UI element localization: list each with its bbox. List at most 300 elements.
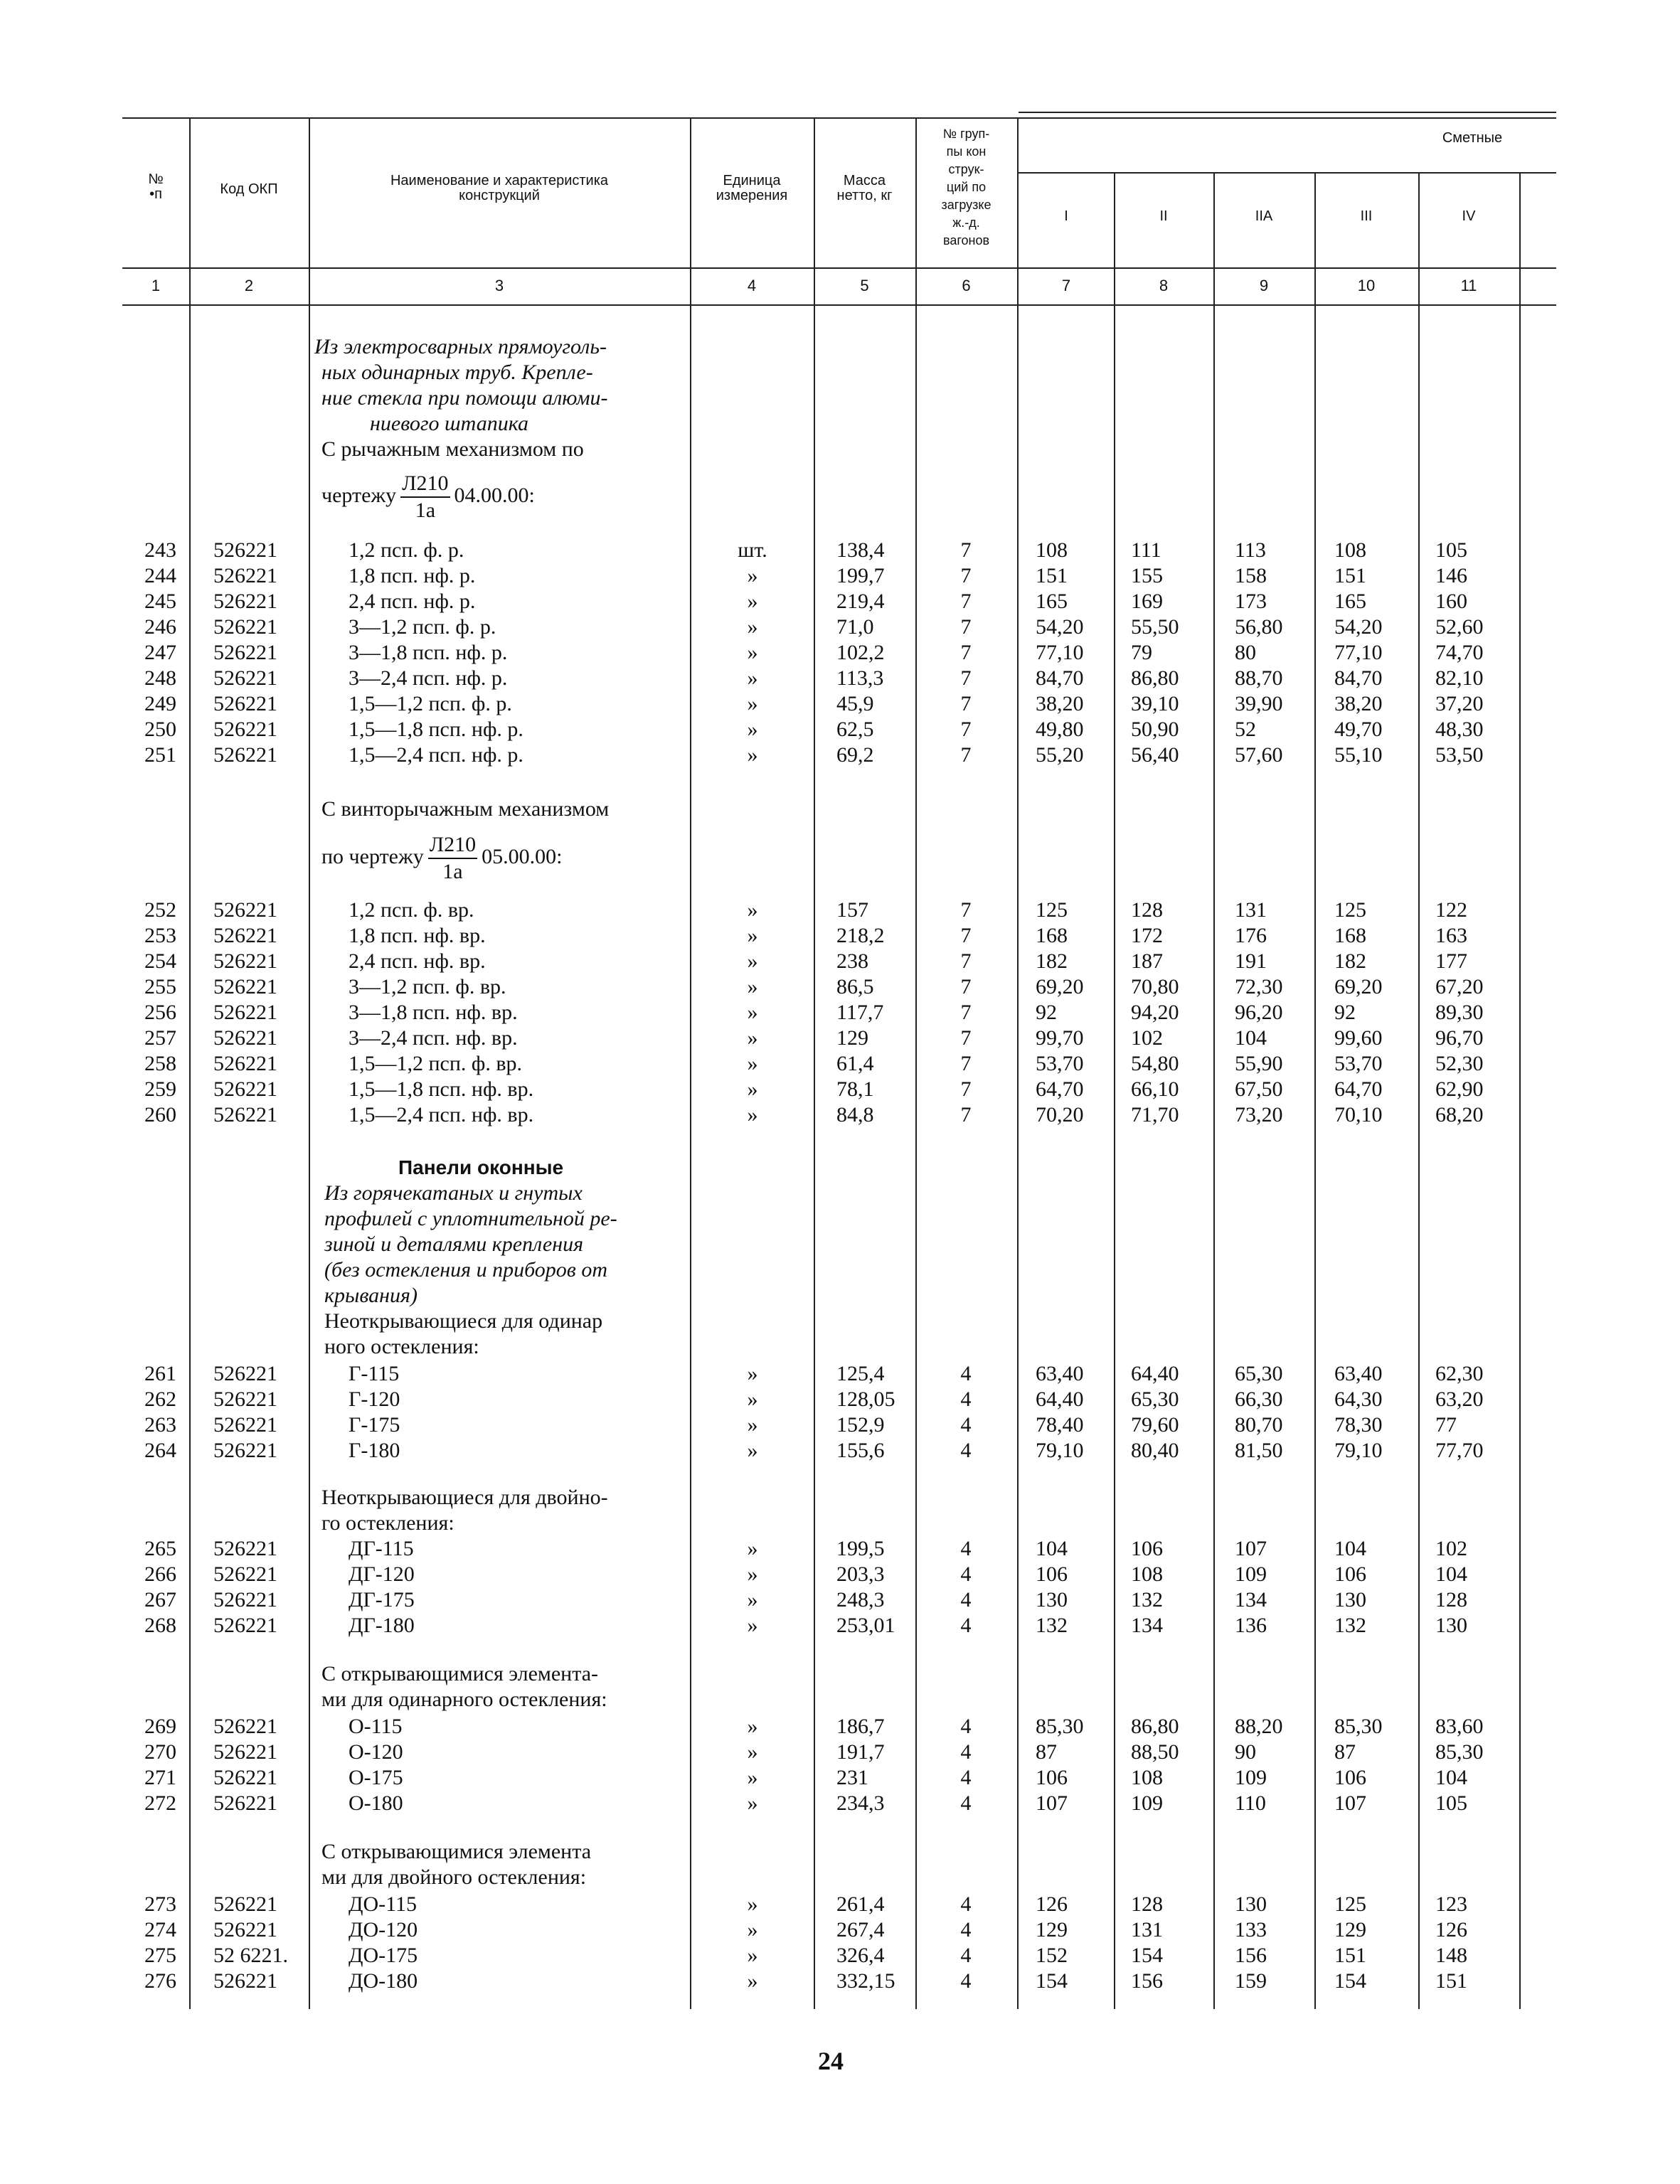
drawing-fraction (428, 832, 477, 885)
price-zone-iia: 134 (1235, 1588, 1267, 1612)
price-zone-i: 38,20 (1036, 692, 1084, 715)
table-row (0, 923, 1680, 949)
section-3-description: крывания) (324, 1284, 418, 1307)
price-zone-iv: 74,70 (1435, 641, 1484, 664)
unit: » (747, 898, 758, 922)
row-number: 258 (144, 1052, 176, 1075)
price-zone-iv: 104 (1435, 1562, 1467, 1586)
price-zone-iv: 67,20 (1435, 975, 1484, 998)
price-zone-iii: 70,10 (1334, 1103, 1383, 1126)
row-number: 244 (144, 564, 176, 587)
price-zone-iv: 130 (1435, 1614, 1467, 1637)
table-row (0, 1102, 1680, 1128)
item-name: ДО-180 (349, 1969, 418, 1993)
table-row (0, 1892, 1680, 1917)
price-zone-ii: 79,60 (1131, 1413, 1179, 1437)
table-row (0, 1000, 1680, 1026)
mass: 186,7 (836, 1715, 885, 1738)
price-zone-iv: 37,20 (1435, 692, 1484, 715)
price-zone-iia: 109 (1235, 1562, 1267, 1586)
section-3-subheading: Неоткрывающиеся для одинар (324, 1309, 603, 1333)
col-number: 9 (1259, 277, 1269, 294)
table-row (0, 1969, 1680, 1994)
okp-code: 526221 (213, 641, 277, 664)
row-number: 271 (144, 1766, 176, 1789)
price-zone-i: 78,40 (1036, 1413, 1084, 1437)
unit: » (747, 1562, 758, 1586)
price-zone-i: 79,10 (1036, 1439, 1084, 1462)
table-row (0, 1714, 1680, 1740)
section-1-description: Из электросварных прямоуголь- (314, 335, 607, 358)
item-name: 3—1,8 псп. нф. р. (349, 641, 508, 664)
item-name: 1,2 псп. ф. р. (349, 538, 464, 562)
price-zone-iv: 128 (1435, 1588, 1467, 1612)
wagon-group: 7 (960, 1077, 972, 1101)
price-zone-iia: 90 (1235, 1740, 1256, 1764)
price-zone-iia: 55,90 (1235, 1052, 1283, 1075)
header-smetnye: Сметные (1442, 130, 1503, 146)
table-row (0, 1438, 1680, 1464)
price-zone-ii: 156 (1131, 1969, 1163, 1993)
item-name: 1,5—1,8 псп. нф. вр. (349, 1077, 534, 1101)
price-zone-iia: 130 (1235, 1892, 1267, 1916)
price-zone-ii: 134 (1131, 1614, 1163, 1637)
price-zone-iia: 191 (1235, 949, 1267, 973)
wagon-group: 7 (960, 1103, 972, 1126)
section-1-mechanism: С рычажным механизмом по (321, 437, 584, 461)
price-zone-iia: 72,30 (1235, 975, 1283, 998)
table-row (0, 640, 1680, 666)
header-zone-iv: IV (1462, 208, 1476, 224)
table-row (0, 1765, 1680, 1791)
price-zone-iia: 113 (1235, 538, 1266, 562)
price-zone-i: 54,20 (1036, 615, 1084, 639)
section-5-subheading: С открывающимися элемента- (321, 1662, 599, 1685)
price-zone-i: 99,70 (1036, 1026, 1084, 1050)
header-mass: Масса нетто, кг (836, 173, 893, 203)
row-number: 274 (144, 1918, 176, 1941)
okp-code: 526221 (213, 1791, 277, 1815)
price-zone-ii: 94,20 (1131, 1001, 1179, 1024)
unit: » (747, 949, 758, 973)
unit: » (747, 924, 758, 947)
mass: 157 (836, 898, 868, 922)
wagon-group: 4 (960, 1537, 972, 1560)
price-zone-iv: 151 (1435, 1969, 1467, 1993)
table-row (0, 1026, 1680, 1051)
price-zone-ii: 128 (1131, 1892, 1163, 1916)
price-zone-i: 69,20 (1036, 975, 1084, 998)
wagon-group: 7 (960, 692, 972, 715)
unit: » (747, 1077, 758, 1101)
price-zone-ii: 70,80 (1131, 975, 1179, 998)
wagon-group: 4 (960, 1588, 972, 1612)
price-zone-ii: 155 (1131, 564, 1163, 587)
price-zone-iii: 107 (1334, 1791, 1366, 1815)
price-zone-iii: 108 (1334, 538, 1366, 562)
header-zone-ii: II (1159, 208, 1168, 224)
price-zone-iii: 99,60 (1334, 1026, 1383, 1050)
mass: 102,2 (836, 641, 885, 664)
price-zone-iii: 154 (1334, 1969, 1366, 1993)
price-zone-iii: 79,10 (1334, 1439, 1383, 1462)
price-zone-ii: 109 (1131, 1791, 1163, 1815)
price-zone-ii: 106 (1131, 1537, 1163, 1560)
price-zone-iv: 85,30 (1435, 1740, 1484, 1764)
price-zone-iv: 160 (1435, 590, 1467, 613)
price-zone-i: 64,70 (1036, 1077, 1084, 1101)
wagon-group: 4 (960, 1715, 972, 1738)
price-zone-ii: 65,30 (1131, 1387, 1179, 1411)
mass: 113,3 (836, 666, 884, 690)
header-zone-iii: III (1360, 208, 1373, 224)
price-zone-ii: 132 (1131, 1588, 1163, 1612)
item-name: Г-115 (349, 1362, 400, 1385)
col-number: 5 (860, 277, 869, 294)
row-number: 269 (144, 1715, 176, 1738)
okp-code: 526221 (213, 692, 277, 715)
wagon-group: 7 (960, 590, 972, 613)
section-3-subheading: ного остекления: (324, 1335, 479, 1358)
price-zone-iia: 176 (1235, 924, 1267, 947)
price-zone-i: 125 (1036, 898, 1068, 922)
mass: 155,6 (836, 1439, 885, 1462)
mass: 129 (836, 1026, 868, 1050)
header-wagon-group: № груп- пы кон струк- ций по загрузке ж.-д. вагонов (941, 127, 991, 247)
price-zone-iv: 163 (1435, 924, 1467, 947)
table-row (0, 1051, 1680, 1077)
price-zone-iii: 125 (1334, 898, 1366, 922)
price-zone-ii: 154 (1131, 1944, 1163, 1967)
price-zone-iia: 104 (1235, 1026, 1267, 1050)
price-zone-iii: 55,10 (1334, 743, 1383, 767)
price-zone-iii: 182 (1334, 949, 1366, 973)
item-name: 1,5—1,2 псп. ф. р. (349, 692, 512, 715)
price-zone-ii: 128 (1131, 898, 1163, 922)
unit: » (747, 1026, 758, 1050)
price-zone-ii: 79 (1131, 641, 1152, 664)
table-row (0, 1077, 1680, 1102)
price-zone-iia: 80 (1235, 641, 1256, 664)
row-number: 273 (144, 1892, 176, 1916)
mass: 84,8 (836, 1103, 874, 1126)
row-number: 248 (144, 666, 176, 690)
price-zone-iv: 105 (1435, 538, 1467, 562)
price-zone-iii: 106 (1334, 1766, 1366, 1789)
item-name: О-120 (349, 1740, 403, 1764)
section-3-description: Из горячекатаных и гнутых (324, 1181, 583, 1205)
col-number: 8 (1159, 277, 1169, 294)
table-row (0, 1562, 1680, 1587)
table-row (0, 1917, 1680, 1943)
unit: » (747, 564, 758, 587)
mass: 86,5 (836, 975, 874, 998)
wagon-group: 7 (960, 1052, 972, 1075)
row-number: 245 (144, 590, 176, 613)
table-row (0, 742, 1680, 768)
table-row (0, 1587, 1680, 1613)
okp-code: 526221 (213, 1588, 277, 1612)
price-zone-iii: 38,20 (1334, 692, 1383, 715)
price-zone-i: 104 (1036, 1537, 1068, 1560)
wagon-group: 7 (960, 743, 972, 767)
price-zone-iii: 151 (1334, 564, 1366, 587)
price-zone-iia: 65,30 (1235, 1362, 1283, 1385)
okp-code: 526221 (213, 1969, 277, 1993)
mass: 203,3 (836, 1562, 885, 1586)
okp-code: 526221 (213, 1918, 277, 1941)
wagon-group: 4 (960, 1944, 972, 1967)
mass: 69,2 (836, 743, 874, 767)
price-zone-ii: 131 (1131, 1918, 1163, 1941)
okp-code: 526221 (213, 1562, 277, 1586)
item-name: ДГ-115 (349, 1537, 414, 1560)
section-2-drawing-ref (321, 832, 562, 885)
item-name: О-115 (349, 1715, 403, 1738)
col-number: 4 (747, 277, 757, 294)
drawing-fraction (400, 471, 450, 523)
okp-code: 526221 (213, 743, 277, 767)
unit: » (747, 641, 758, 664)
wagon-group: 7 (960, 1026, 972, 1050)
unit: » (747, 1740, 758, 1764)
price-zone-i: 129 (1036, 1918, 1068, 1941)
wagon-group: 4 (960, 1362, 972, 1385)
col-number: 3 (494, 277, 504, 294)
drawing-suffix: 04.00.00: (454, 483, 535, 507)
price-zone-iii: 69,20 (1334, 975, 1383, 998)
price-zone-iv: 89,30 (1435, 1001, 1484, 1024)
price-zone-ii: 88,50 (1131, 1740, 1179, 1764)
wagon-group: 7 (960, 1001, 972, 1024)
table-row (0, 691, 1680, 717)
okp-code: 526221 (213, 1892, 277, 1916)
okp-code: 526221 (213, 1439, 277, 1462)
header-row-number: № •п (148, 171, 164, 202)
price-zone-iv: 62,30 (1435, 1362, 1484, 1385)
price-zone-iv: 77,70 (1435, 1439, 1484, 1462)
price-zone-i: 182 (1036, 949, 1068, 973)
item-name: 1,5—2,4 псп. нф. р. (349, 743, 523, 767)
item-name: 1,5—1,8 псп. нф. р. (349, 718, 523, 741)
unit: » (747, 1413, 758, 1437)
mass: 138,4 (836, 538, 885, 562)
price-zone-i: 107 (1036, 1791, 1068, 1815)
section-5-subheading: ми для одинарного остекления: (321, 1688, 607, 1711)
price-zone-iia: 133 (1235, 1918, 1267, 1941)
price-zone-iii: 165 (1334, 590, 1366, 613)
page-number: 24 (818, 2047, 844, 2075)
mass: 234,3 (836, 1791, 885, 1815)
section-6-subheading: С открывающимися элемента (321, 1840, 592, 1863)
okp-code: 526221 (213, 1413, 277, 1437)
item-name: ДГ-175 (349, 1588, 415, 1612)
price-zone-ii: 64,40 (1131, 1362, 1179, 1385)
unit: » (747, 1944, 758, 1967)
row-number: 251 (144, 743, 176, 767)
wagon-group: 7 (960, 949, 972, 973)
row-number: 243 (144, 538, 176, 562)
item-name: 3—2,4 псп. нф. вр. (349, 1026, 518, 1050)
smetnye-group-rule (1019, 172, 1556, 174)
mass: 71,0 (836, 615, 874, 639)
wagon-group: 4 (960, 1413, 972, 1437)
price-zone-i: 53,70 (1036, 1052, 1084, 1075)
section-1-description: ние стекла при помощи алюми- (321, 386, 608, 410)
table-row (0, 974, 1680, 1000)
price-zone-i: 49,80 (1036, 718, 1084, 741)
okp-code: 526221 (213, 590, 277, 613)
table-row (0, 1536, 1680, 1562)
table-row (0, 1791, 1680, 1816)
price-zone-ii: 108 (1131, 1766, 1163, 1789)
price-zone-i: 130 (1036, 1588, 1068, 1612)
mass: 152,9 (836, 1413, 885, 1437)
price-zone-iv: 53,50 (1435, 743, 1484, 767)
okp-code: 526221 (213, 1387, 277, 1411)
wagon-group: 7 (960, 975, 972, 998)
price-zone-iv: 63,20 (1435, 1387, 1484, 1411)
section-4-subheading: Неоткрывающиеся для двойно- (321, 1486, 608, 1509)
okp-code: 526221 (213, 538, 277, 562)
price-zone-iii: 87 (1334, 1740, 1356, 1764)
unit: » (747, 1715, 758, 1738)
row-number: 252 (144, 898, 176, 922)
price-zone-ii: 39,10 (1131, 692, 1179, 715)
mass: 219,4 (836, 590, 885, 613)
unit: » (747, 590, 758, 613)
unit: » (747, 718, 758, 741)
item-name: 3—1,2 псп. ф. р. (349, 615, 496, 639)
wagon-group: 7 (960, 718, 972, 741)
price-zone-iv: 52,60 (1435, 615, 1484, 639)
row-number: 265 (144, 1537, 176, 1560)
unit: » (747, 666, 758, 690)
unit: » (747, 1387, 758, 1411)
price-zone-iii: 77,10 (1334, 641, 1383, 664)
fraction-numerator: Л210 (428, 832, 477, 859)
okp-code: 526221 (213, 615, 277, 639)
table-row (0, 949, 1680, 974)
item-name: 3—2,4 псп. нф. р. (349, 666, 508, 690)
fraction-denominator: 1а (442, 860, 463, 883)
wagon-group: 4 (960, 1892, 972, 1916)
row-number: 262 (144, 1387, 176, 1411)
item-name: Г-180 (349, 1439, 400, 1462)
price-zone-i: 84,70 (1036, 666, 1084, 690)
item-name: 1,2 псп. ф. вр. (349, 898, 474, 922)
price-zone-ii: 86,80 (1131, 1715, 1179, 1738)
wagon-group: 7 (960, 641, 972, 664)
price-zone-ii: 108 (1131, 1562, 1163, 1586)
section-1-description: ных одинарных труб. Крепле- (321, 361, 593, 384)
price-zone-iv: 96,70 (1435, 1026, 1484, 1050)
row-number: 256 (144, 1001, 176, 1024)
price-zone-i: 64,40 (1036, 1387, 1084, 1411)
price-zone-iv: 102 (1435, 1537, 1467, 1560)
mass: 62,5 (836, 718, 874, 741)
item-name: ДО-115 (349, 1892, 418, 1916)
price-zone-iii: 129 (1334, 1918, 1366, 1941)
wagon-group: 7 (960, 564, 972, 587)
price-zone-iv: 82,10 (1435, 666, 1484, 690)
item-name: 1,5—2,4 псп. нф. вр. (349, 1103, 534, 1126)
price-zone-iia: 131 (1235, 898, 1267, 922)
price-zone-ii: 102 (1131, 1026, 1163, 1050)
price-zone-iii: 168 (1334, 924, 1366, 947)
okp-code: 526221 (213, 1077, 277, 1101)
price-zone-iii: 104 (1334, 1537, 1366, 1560)
price-zone-i: 85,30 (1036, 1715, 1084, 1738)
price-zone-i: 106 (1036, 1766, 1068, 1789)
price-zone-ii: 50,90 (1131, 718, 1179, 741)
table-row (0, 717, 1680, 742)
wagon-group: 7 (960, 538, 972, 562)
col-number: 1 (151, 277, 161, 294)
price-zone-iii: 49,70 (1334, 718, 1383, 741)
price-zone-iii: 130 (1334, 1588, 1366, 1612)
row-number: 254 (144, 949, 176, 973)
price-zone-iii: 64,30 (1334, 1387, 1383, 1411)
price-zone-iia: 110 (1235, 1791, 1266, 1815)
item-name: 1,8 псп. нф. р. (349, 564, 476, 587)
price-zone-i: 165 (1036, 590, 1068, 613)
item-name: 1,5—1,2 псп. ф. вр. (349, 1052, 523, 1075)
unit: » (747, 1588, 758, 1612)
unit: шт. (738, 538, 767, 562)
okp-code: 526221 (213, 1052, 277, 1075)
unit: » (747, 1052, 758, 1075)
okp-code: 526221 (213, 1740, 277, 1764)
price-zone-iia: 66,30 (1235, 1387, 1283, 1411)
item-name: Г-120 (349, 1387, 400, 1411)
price-zone-iia: 107 (1235, 1537, 1267, 1560)
wagon-group: 4 (960, 1918, 972, 1941)
mass: 117,7 (836, 1001, 884, 1024)
col-number: 11 (1460, 277, 1477, 294)
price-zone-ii: 111 (1131, 538, 1161, 562)
table-top-rule (122, 117, 1556, 119)
item-name: О-175 (349, 1766, 403, 1789)
item-name: 2,4 псп. нф. вр. (349, 949, 486, 973)
unit: » (747, 1439, 758, 1462)
col-number: 2 (244, 277, 254, 294)
wagon-group: 4 (960, 1439, 972, 1462)
okp-code: 526221 (213, 1362, 277, 1385)
unit: » (747, 1001, 758, 1024)
price-zone-iv: 177 (1435, 949, 1467, 973)
item-name: 1,8 псп. нф. вр. (349, 924, 486, 947)
price-zone-iia: 52 (1235, 718, 1256, 741)
table-row (0, 589, 1680, 614)
price-zone-ii: 169 (1131, 590, 1163, 613)
fraction-denominator: 1а (415, 499, 436, 522)
price-zone-ii: 66,10 (1131, 1077, 1179, 1101)
price-zone-iii: 106 (1334, 1562, 1366, 1586)
price-zone-iii: 53,70 (1334, 1052, 1383, 1075)
price-zone-i: 106 (1036, 1562, 1068, 1586)
price-zone-iia: 88,20 (1235, 1715, 1283, 1738)
price-zone-iii: 54,20 (1334, 615, 1383, 639)
unit: » (747, 1791, 758, 1815)
price-zone-i: 70,20 (1036, 1103, 1084, 1126)
number-row-rule (122, 304, 1556, 306)
mass: 248,3 (836, 1588, 885, 1612)
mass: 45,9 (836, 692, 874, 715)
row-number: 249 (144, 692, 176, 715)
unit: » (747, 1103, 758, 1126)
price-zone-iia: 173 (1235, 590, 1267, 613)
